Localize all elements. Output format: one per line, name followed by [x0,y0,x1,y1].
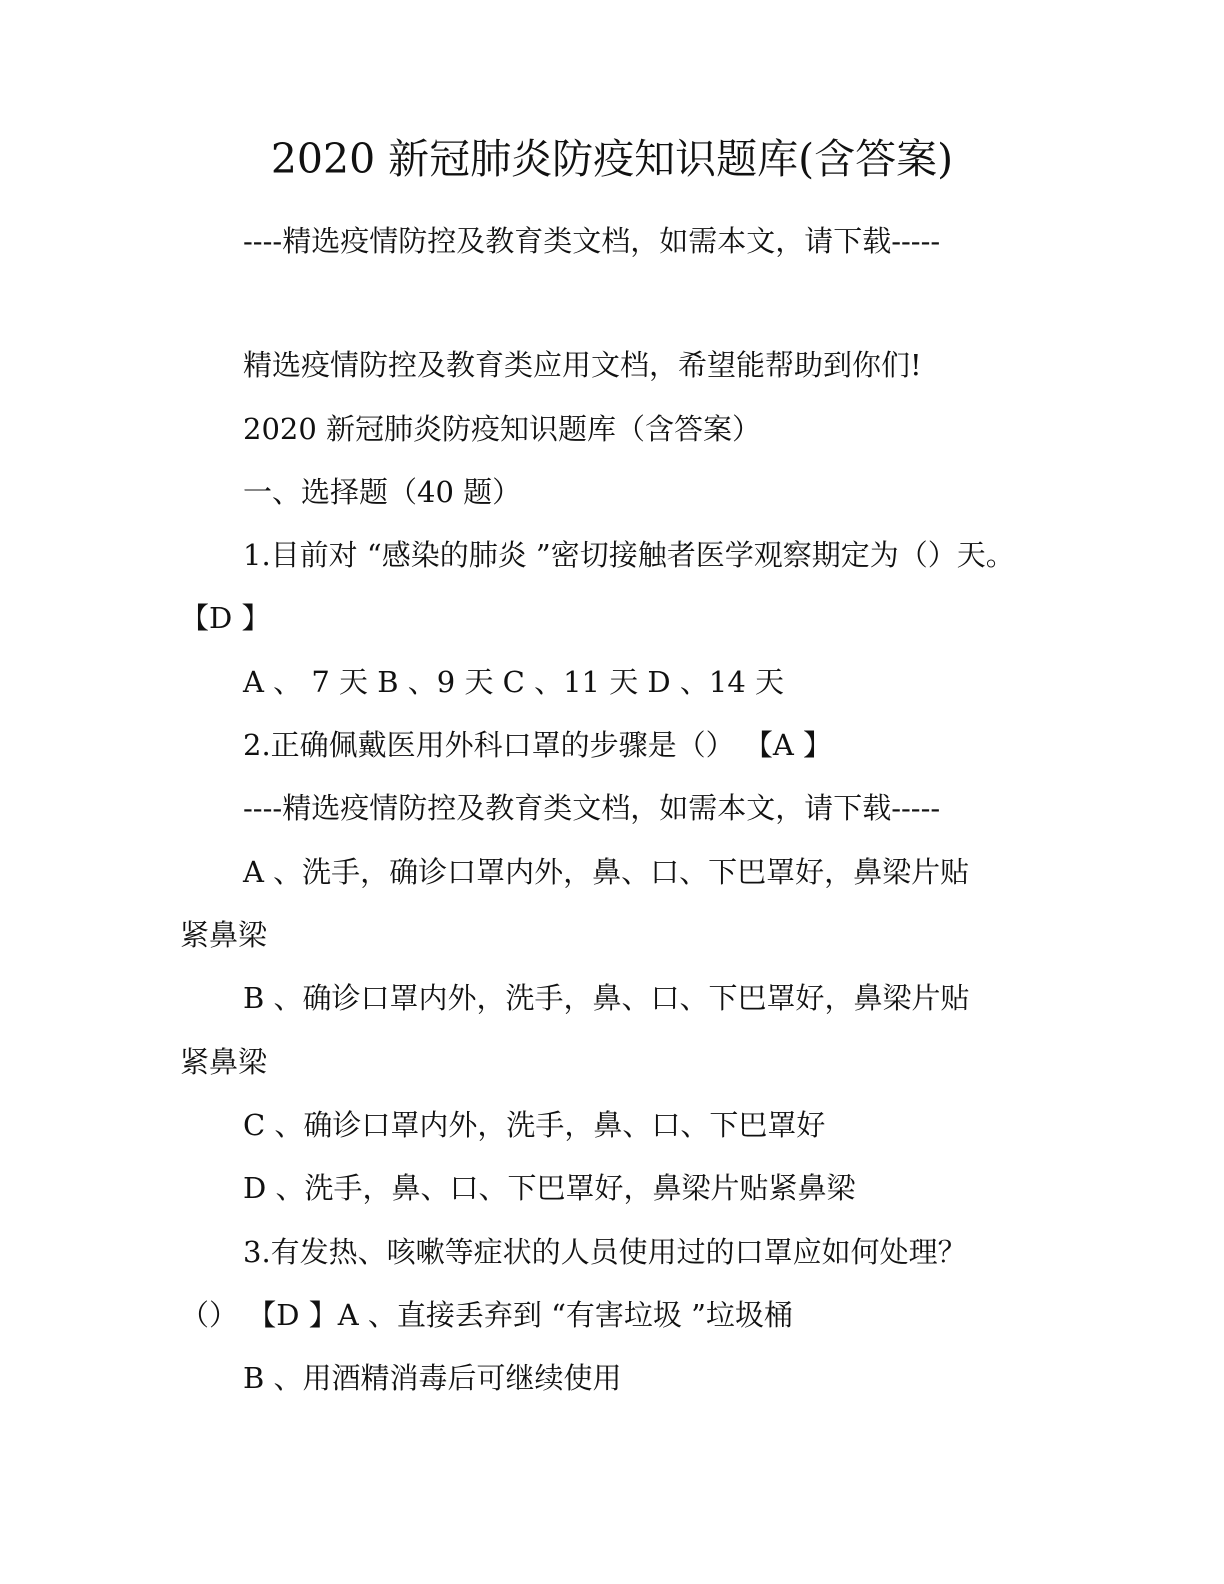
question-2: 2.正确佩戴医用外科口罩的步骤是（） 【A 】 [243,728,833,762]
question-2-option-b-cont: 紧鼻梁 [180,1045,268,1079]
question-1-options: A 、 7 天 B 、9 天 C 、11 天 D 、14 天 [243,665,785,699]
question-1-answer: 【D 】 [180,601,271,635]
intro-text: 精选疫情防控及教育类应用文档，希望能帮助到你们! [243,348,922,382]
question-3-answer-option-a: （） 【D 】A 、直接丢弃到 “有害垃圾 ”垃圾桶 [180,1298,793,1332]
question-3-option-b: B 、用酒精消毒后可继续使用 [243,1361,622,1395]
question-1: 1.目前对 “感染的肺炎 ”密切接触者医学观察期定为（）天。 [243,538,1015,572]
question-2-option-b: B 、确诊口罩内外，洗手，鼻、口、下巴罩好，鼻梁片贴 [243,981,970,1015]
question-2-option-a-cont: 紧鼻梁 [180,918,268,952]
section-heading: 一、选择题（40 题） [243,475,522,509]
question-2-option-d: D 、洗手，鼻、口、下巴罩好，鼻梁片贴紧鼻梁 [243,1171,856,1205]
question-2-option-a: A 、洗手，确诊口罩内外，鼻、口、下巴罩好，鼻梁片贴 [243,855,970,889]
download-notice: ----精选疫情防控及教育类文档，如需本文，请下载----- [243,224,941,258]
question-2-option-c: C 、确诊口罩内外，洗手，鼻、口、下巴罩好 [243,1108,826,1142]
subtitle: 2020 新冠肺炎防疫知识题库（含答案） [243,412,762,446]
question-3: 3.有发热、咳嗽等症状的人员使用过的口罩应如何处理？ [243,1235,967,1269]
document-title: 2020 新冠肺炎防疫知识题库(含答案) [270,135,954,183]
download-notice-repeat: ----精选疫情防控及教育类文档，如需本文，请下载----- [243,791,941,825]
